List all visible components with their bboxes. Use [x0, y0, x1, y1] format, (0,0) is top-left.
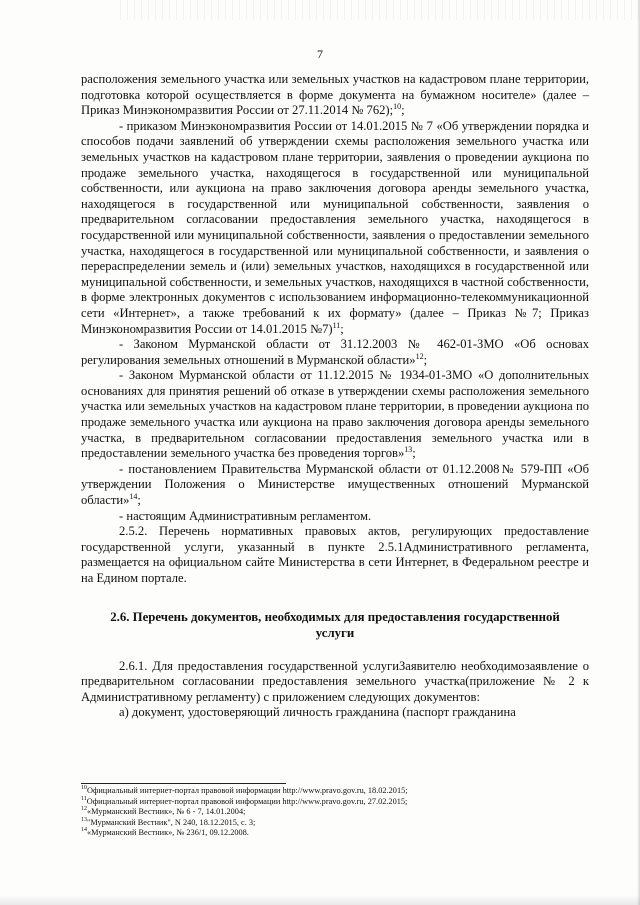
footnote-14: $^{14}$«Мурманский Вестник», № 236/1, 09.12.2008.: [81, 827, 249, 838]
paragraph-order-7: - приказом Минэкономразвития России от 14.01.2015 № 7 «Об утверждении порядка и способов подачи заявлений об утверждении схемы расположения земельного участка или земельных участков на кадастровом плане территории, заявления о проведении аукциона по продаже земельного участка, находящегося в государственной или муниципальной собственности, или аукциона на право заключения договора аренды земельного участка, находящегося в государственной или муниципальной собственности, заявления о предварительном согласовании предоставления земельного участка, находящегося в государственной или муниципальной собственности, заявления о предоставлении земельного участка, находящегося в государственной или муниципальной собственности, и заявления о перераспределении земель и (или) земельных участков, находящихся в государственной или муниципальной собственности, и земельных участков, находящихся в частной собственности, в форме электронных документов с использованием информационно-телекоммуникационной сети «Интернет», а также требований к их формату» (далее – Приказ №7; Приказ Минэкономразвития России от 14.01.2015 №7)$^{11}$;: [81, 118, 589, 336]
paragraph-regulation: - настоящим Административным регламентом.: [119, 508, 372, 523]
paragraph-2-6-1: 2.6.1. Для предоставления государственной услугиЗаявителю необходимозаявление о предварительном согласовании предоставления земельного участка(приложение № 2 к Административному регламенту) с приложением следующих документов:: [81, 658, 589, 704]
page-number: 7: [317, 47, 323, 61]
paragraph-item-a: а) документ, удостоверяющий личность гражданина (паспорт гражданина: [119, 705, 516, 720]
footnote-ref: 14: [129, 491, 138, 501]
footnote-11: $^{11}$Официальный интернет-портал правовой информации http://www.pravo.gov.ru, 27.02.2015;: [81, 795, 408, 806]
scan-noise: [120, 0, 640, 20]
paragraph-2-5-2: 2.5.2. Перечень нормативных правовых актов, регулирующих предоставление государственной услуги, указанный в пункте 2.5.1Административного регламента, размещается на официальном сайте Министерства в сети Интернет, в Федеральном реестре и на Едином портале.: [81, 524, 589, 585]
footnote-13: $^{13}$"Мурманский Вестник", N 240, 18.12.2015, с. 3;: [81, 817, 256, 827]
footnote-ref: 12: [415, 351, 424, 361]
footnote-separator: [81, 783, 286, 784]
paragraph-resolution-579: - постановлением Правительства Мурманской области от 01.12.2008№ 579-ПП «Об утверждении Положения о Министерстве имущественных отношений Мурманской области»$^{14}$;: [81, 461, 589, 508]
document-body: [81, 72, 589, 721]
paragraph-law-462: - Законом Мурманской области от 31.12.2003 № 462-01-ЗМО «Об основах регулирования земельных отношений в Мурманской области»$^{12}$;: [81, 337, 589, 367]
scan-bottom-shadow: [0, 895, 640, 905]
footnote-ref: 10: [393, 102, 402, 111]
footnotes: [81, 786, 589, 839]
footnote-ref: 13: [404, 445, 413, 455]
paragraph-law-1934: - Законом Мурманской области от 11.12.2015 № 1934-01-ЗМО «О дополнительных основаниях для принятия решений об отказе в утверждении схемы расположения земельного участка или земельных участков на кадастровом плане территории, в проведении аукциона по продаже земельного участка или аукциона на право заключения договора аренды земельного участка, в предварительном согласовании предоставления земельного участка или в предоставлении земельного участка без проведения торгов»$^{13}$;: [81, 368, 589, 461]
footnote-ref: 11: [332, 320, 341, 330]
section-heading-2-6: 2.6. Перечень документов, необходимых для предоставления государственной услуги: [110, 609, 560, 640]
footnote-10: $^{10}$Официальный интернет-портал правовой информации http://www.pravo.gov.ru, 18.02.2015;: [81, 785, 408, 795]
footnote-12: $^{12}$«Мурманский Вестник», № 6 - 7, 14.01.2004;: [81, 806, 246, 817]
paragraph-list-continuation: расположения земельного участка или земельных участков на кадастровом плане территории, подготовка которой осуществляется в форме документа на бумажном носителе» (далее – Приказ Минэкономразвития России от 27.11.2014 № 762);$^{10}$;: [81, 72, 589, 118]
